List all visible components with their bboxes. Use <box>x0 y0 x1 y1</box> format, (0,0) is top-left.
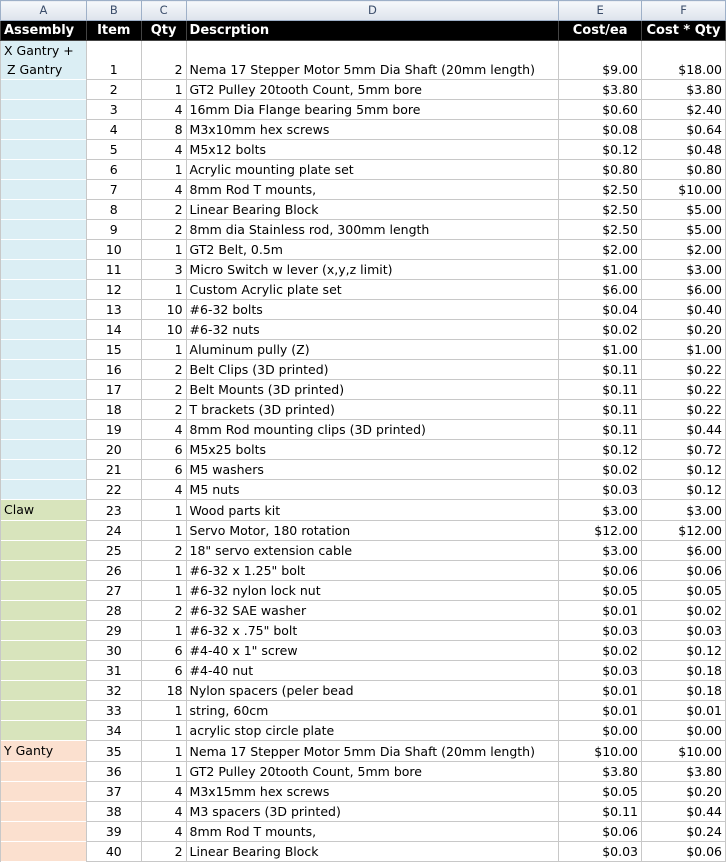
cost-each-cell[interactable]: $3.00 <box>559 541 642 561</box>
item-cell[interactable]: 6 <box>86 160 141 180</box>
column-header-a[interactable]: A <box>1 1 87 21</box>
assembly-cell[interactable] <box>1 842 87 862</box>
qty-cell[interactable]: 2 <box>141 41 186 80</box>
cost-total-cell[interactable]: $3.80 <box>642 762 726 782</box>
cost-each-cell[interactable]: $2.50 <box>559 200 642 220</box>
assembly-cell[interactable] <box>1 621 87 641</box>
assembly-cell[interactable] <box>1 641 87 661</box>
description-cell[interactable]: 8mm Rod T mounts, <box>186 822 559 842</box>
description-cell[interactable]: #6-32 x 1.25" bolt <box>186 561 559 581</box>
cost-total-cell[interactable]: $6.00 <box>642 541 726 561</box>
qty-cell[interactable]: 2 <box>141 380 186 400</box>
cost-each-cell[interactable]: $0.12 <box>559 140 642 160</box>
description-cell[interactable]: Belt Mounts (3D printed) <box>186 380 559 400</box>
description-cell[interactable]: 8mm dia Stainless rod, 300mm length <box>186 220 559 240</box>
qty-cell[interactable]: 1 <box>141 521 186 541</box>
qty-cell[interactable]: 1 <box>141 160 186 180</box>
cost-each-cell[interactable]: $9.00 <box>559 41 642 80</box>
header-qty[interactable]: Qty <box>141 21 186 41</box>
item-cell[interactable]: 10 <box>86 240 141 260</box>
assembly-cell[interactable] <box>1 180 87 200</box>
item-cell[interactable]: 20 <box>86 440 141 460</box>
table-row <box>1 480 726 500</box>
description-cell[interactable]: #6-32 bolts <box>186 300 559 320</box>
qty-cell[interactable]: 2 <box>141 220 186 240</box>
cost-total-cell[interactable]: $3.00 <box>642 260 726 280</box>
table-row <box>1 100 726 120</box>
qty-cell[interactable]: 6 <box>141 460 186 480</box>
description-cell[interactable]: 8mm Rod T mounts, <box>186 180 559 200</box>
assembly-cell[interactable] <box>1 741 87 762</box>
cost-total-cell[interactable]: $0.00 <box>642 721 726 741</box>
qty-cell[interactable]: 4 <box>141 140 186 160</box>
item-cell[interactable]: 39 <box>86 822 141 842</box>
cost-total-cell[interactable]: $5.00 <box>642 200 726 220</box>
qty-cell[interactable]: 4 <box>141 480 186 500</box>
description-cell[interactable]: #6-32 x .75" bolt <box>186 621 559 641</box>
cost-each-cell[interactable]: $1.00 <box>559 340 642 360</box>
cost-each-cell[interactable]: $0.08 <box>559 120 642 140</box>
description-cell[interactable]: 16mm Dia Flange bearing 5mm bore <box>186 100 559 120</box>
qty-cell[interactable]: 10 <box>141 300 186 320</box>
table-row <box>1 440 726 460</box>
cost-total-cell[interactable]: $0.22 <box>642 380 726 400</box>
cost-total-cell[interactable]: $0.24 <box>642 822 726 842</box>
column-header-c[interactable]: C <box>141 1 186 21</box>
assembly-cell[interactable] <box>1 160 87 180</box>
item-cell[interactable]: 7 <box>86 180 141 200</box>
table-row <box>1 160 726 180</box>
item-cell[interactable]: 26 <box>86 561 141 581</box>
assembly-cell[interactable] <box>1 480 87 500</box>
item-cell[interactable]: 1 <box>86 41 141 80</box>
cost-each-cell[interactable]: $0.11 <box>559 802 642 822</box>
item-cell[interactable]: 32 <box>86 681 141 701</box>
assembly-cell[interactable] <box>1 140 87 160</box>
cost-each-cell[interactable]: $0.03 <box>559 621 642 641</box>
table-row <box>1 741 726 762</box>
description-cell[interactable]: 18" servo extension cable <box>186 541 559 561</box>
assembly-cell[interactable] <box>1 220 87 240</box>
table-row <box>1 41 726 80</box>
cost-each-cell[interactable]: $0.03 <box>559 842 642 862</box>
description-cell[interactable]: Acrylic mounting plate set <box>186 160 559 180</box>
cost-each-cell[interactable]: $3.80 <box>559 762 642 782</box>
cost-each-cell[interactable]: $2.00 <box>559 240 642 260</box>
item-cell[interactable]: 12 <box>86 280 141 300</box>
table-row <box>1 320 726 340</box>
cost-total-cell[interactable]: $0.12 <box>642 641 726 661</box>
qty-cell[interactable]: 2 <box>141 601 186 621</box>
table-row <box>1 500 726 521</box>
assembly-cell[interactable] <box>1 240 87 260</box>
item-cell[interactable]: 35 <box>86 741 141 762</box>
cost-each-cell[interactable]: $10.00 <box>559 741 642 762</box>
assembly-cell[interactable] <box>1 661 87 681</box>
cost-each-cell[interactable]: $0.03 <box>559 661 642 681</box>
cost-each-cell[interactable]: $0.11 <box>559 400 642 420</box>
header-cost-each[interactable]: Cost/ea <box>559 21 642 41</box>
assembly-cell[interactable] <box>1 80 87 100</box>
cost-total-cell[interactable]: $0.06 <box>642 561 726 581</box>
qty-cell[interactable]: 2 <box>141 200 186 220</box>
cost-total-cell[interactable]: $0.18 <box>642 661 726 681</box>
cost-each-cell[interactable]: $0.11 <box>559 380 642 400</box>
qty-cell[interactable]: 6 <box>141 661 186 681</box>
description-cell[interactable]: Nema 17 Stepper Motor 5mm Dia Shaft (20mm length) <box>186 41 559 80</box>
assembly-cell[interactable] <box>1 802 87 822</box>
cost-each-cell[interactable]: $0.11 <box>559 360 642 380</box>
item-cell[interactable]: 18 <box>86 400 141 420</box>
qty-cell[interactable]: 1 <box>141 500 186 521</box>
qty-cell[interactable]: 3 <box>141 260 186 280</box>
table-row <box>1 120 726 140</box>
item-cell[interactable]: 11 <box>86 260 141 280</box>
description-cell[interactable]: GT2 Pulley 20tooth Count, 5mm bore <box>186 762 559 782</box>
qty-cell[interactable]: 6 <box>141 641 186 661</box>
item-cell[interactable]: 34 <box>86 721 141 741</box>
cost-each-cell[interactable]: $1.00 <box>559 260 642 280</box>
item-cell[interactable]: 27 <box>86 581 141 601</box>
table-row <box>1 641 726 661</box>
table-row <box>1 180 726 200</box>
assembly-cell[interactable] <box>1 440 87 460</box>
column-header-d[interactable]: D <box>186 1 559 21</box>
header-assembly[interactable]: Assembly <box>1 21 87 41</box>
item-cell[interactable]: 28 <box>86 601 141 621</box>
qty-cell[interactable]: 4 <box>141 100 186 120</box>
cost-total-cell[interactable]: $0.44 <box>642 802 726 822</box>
description-cell[interactable]: 8mm Rod mounting clips (3D printed) <box>186 420 559 440</box>
item-cell[interactable]: 36 <box>86 762 141 782</box>
description-cell[interactable]: GT2 Pulley 20tooth Count, 5mm bore <box>186 80 559 100</box>
table-row <box>1 701 726 721</box>
table-row <box>1 280 726 300</box>
item-cell[interactable]: 17 <box>86 380 141 400</box>
description-cell[interactable]: M3x15mm hex screws <box>186 782 559 802</box>
table-row <box>1 300 726 320</box>
assembly-name: X Gantry + <box>4 43 74 58</box>
table-row <box>1 460 726 480</box>
cost-each-cell[interactable]: $0.01 <box>559 701 642 721</box>
table-row <box>1 400 726 420</box>
cost-total-cell[interactable]: $0.48 <box>642 140 726 160</box>
item-cell[interactable]: 3 <box>86 100 141 120</box>
assembly-cell[interactable] <box>1 762 87 782</box>
cost-total-cell[interactable]: $0.22 <box>642 360 726 380</box>
item-cell[interactable]: 31 <box>86 661 141 681</box>
assembly-cell[interactable] <box>1 822 87 842</box>
item-cell[interactable]: 2 <box>86 80 141 100</box>
cost-total-cell[interactable]: $10.00 <box>642 741 726 762</box>
item-cell[interactable]: 21 <box>86 460 141 480</box>
qty-cell[interactable]: 1 <box>141 80 186 100</box>
cost-each-cell[interactable]: $0.11 <box>559 420 642 440</box>
item-cell[interactable]: 22 <box>86 480 141 500</box>
item-cell[interactable]: 15 <box>86 340 141 360</box>
cost-total-cell[interactable]: $0.64 <box>642 120 726 140</box>
qty-cell[interactable]: 6 <box>141 440 186 460</box>
table-row <box>1 380 726 400</box>
item-cell[interactable]: 40 <box>86 842 141 862</box>
cost-total-cell[interactable]: $0.80 <box>642 160 726 180</box>
table-row <box>1 340 726 360</box>
cost-total-cell[interactable]: $5.00 <box>642 220 726 240</box>
item-cell[interactable]: 16 <box>86 360 141 380</box>
cost-total-cell[interactable]: $0.01 <box>642 701 726 721</box>
cost-total-cell[interactable]: $18.00 <box>642 41 726 80</box>
assembly-cell[interactable] <box>1 300 87 320</box>
cost-each-cell[interactable]: $0.04 <box>559 300 642 320</box>
qty-cell[interactable]: 4 <box>141 420 186 440</box>
cost-total-cell[interactable]: $10.00 <box>642 180 726 200</box>
item-cell[interactable]: 25 <box>86 541 141 561</box>
table-row <box>1 140 726 160</box>
cost-each-cell[interactable]: $0.80 <box>559 160 642 180</box>
qty-cell[interactable]: 8 <box>141 120 186 140</box>
item-cell[interactable]: 4 <box>86 120 141 140</box>
table-row <box>1 681 726 701</box>
item-cell[interactable]: 38 <box>86 802 141 822</box>
item-cell[interactable]: 13 <box>86 300 141 320</box>
table-row <box>1 661 726 681</box>
item-cell[interactable]: 29 <box>86 621 141 641</box>
item-cell[interactable]: 9 <box>86 220 141 240</box>
cost-total-cell[interactable]: $0.20 <box>642 782 726 802</box>
assembly-cell[interactable] <box>1 500 87 521</box>
assembly-cell[interactable] <box>1 561 87 581</box>
description-cell[interactable]: Nylon spacers (peler bead <box>186 681 559 701</box>
description-cell[interactable]: Linear Bearing Block <box>186 200 559 220</box>
assembly-name: Y Ganty <box>4 743 54 758</box>
cost-each-cell[interactable]: $0.12 <box>559 440 642 460</box>
description-cell[interactable]: M5x12 bolts <box>186 140 559 160</box>
cost-each-cell[interactable]: $0.05 <box>559 581 642 601</box>
cost-each-cell[interactable]: $0.02 <box>559 320 642 340</box>
assembly-cell[interactable] <box>1 601 87 621</box>
description-cell[interactable]: Belt Clips (3D printed) <box>186 360 559 380</box>
description-cell[interactable]: #6-32 nylon lock nut <box>186 581 559 601</box>
table-row <box>1 360 726 380</box>
qty-cell[interactable]: 4 <box>141 802 186 822</box>
description-cell[interactable]: M5x25 bolts <box>186 440 559 460</box>
item-cell[interactable]: 30 <box>86 641 141 661</box>
cost-each-cell[interactable]: $2.50 <box>559 180 642 200</box>
table-row <box>1 762 726 782</box>
cost-total-cell[interactable]: $1.00 <box>642 340 726 360</box>
assembly-cell[interactable] <box>1 360 87 380</box>
qty-cell[interactable]: 1 <box>141 581 186 601</box>
table-row <box>1 822 726 842</box>
table-row <box>1 721 726 741</box>
item-cell[interactable]: 37 <box>86 782 141 802</box>
description-cell[interactable]: T brackets (3D printed) <box>186 400 559 420</box>
cost-total-cell[interactable]: $0.44 <box>642 420 726 440</box>
assembly-cell[interactable] <box>1 200 87 220</box>
column-header-e[interactable]: E <box>559 1 642 21</box>
cost-each-cell[interactable]: $0.01 <box>559 601 642 621</box>
assembly-cell[interactable] <box>1 280 87 300</box>
header-cost-total[interactable]: Cost * Qty <box>642 21 726 41</box>
qty-cell[interactable]: 1 <box>141 741 186 762</box>
table-row <box>1 80 726 100</box>
cost-total-cell[interactable]: $3.00 <box>642 500 726 521</box>
assembly-cell[interactable] <box>1 320 87 340</box>
qty-cell[interactable]: 1 <box>141 340 186 360</box>
item-cell[interactable]: 33 <box>86 701 141 721</box>
qty-cell[interactable]: 1 <box>141 280 186 300</box>
table-row <box>1 521 726 541</box>
cost-total-cell[interactable]: $12.00 <box>642 521 726 541</box>
qty-cell[interactable]: 1 <box>141 701 186 721</box>
qty-cell[interactable]: 18 <box>141 681 186 701</box>
table-row <box>1 621 726 641</box>
qty-cell[interactable]: 4 <box>141 822 186 842</box>
qty-cell[interactable]: 2 <box>141 842 186 862</box>
qty-cell[interactable]: 10 <box>141 320 186 340</box>
description-cell[interactable]: #4-40 x 1" screw <box>186 641 559 661</box>
qty-cell[interactable]: 2 <box>141 360 186 380</box>
description-cell[interactable]: GT2 Belt, 0.5m <box>186 240 559 260</box>
description-cell[interactable]: M3x10mm hex screws <box>186 120 559 140</box>
assembly-cell[interactable] <box>1 420 87 440</box>
cost-each-cell[interactable]: $3.80 <box>559 80 642 100</box>
item-cell[interactable]: 19 <box>86 420 141 440</box>
assembly-cell[interactable] <box>1 400 87 420</box>
item-cell[interactable]: 23 <box>86 500 141 521</box>
item-cell[interactable]: 14 <box>86 320 141 340</box>
header-row <box>1 21 726 41</box>
description-cell[interactable]: Linear Bearing Block <box>186 842 559 862</box>
description-cell[interactable]: Wood parts kit <box>186 500 559 521</box>
description-cell[interactable]: #6-32 SAE washer <box>186 601 559 621</box>
qty-cell[interactable]: 4 <box>141 180 186 200</box>
assembly-name-line2: Z Gantry <box>7 62 63 77</box>
table-row <box>1 541 726 561</box>
cost-total-cell[interactable]: $0.02 <box>642 601 726 621</box>
table-row <box>1 581 726 601</box>
table-row <box>1 220 726 240</box>
description-cell[interactable]: Custom Acrylic plate set <box>186 280 559 300</box>
table-row <box>1 782 726 802</box>
cost-each-cell[interactable]: $0.60 <box>559 100 642 120</box>
table-row <box>1 240 726 260</box>
cost-each-cell[interactable]: $0.00 <box>559 721 642 741</box>
header-item[interactable]: Item <box>86 21 141 41</box>
description-cell[interactable]: string, 60cm <box>186 701 559 721</box>
column-letter-row <box>1 1 726 21</box>
assembly-cell[interactable] <box>1 581 87 601</box>
cost-total-cell[interactable]: $0.40 <box>642 300 726 320</box>
assembly-cell[interactable] <box>1 721 87 741</box>
description-cell[interactable]: Nema 17 Stepper Motor 5mm Dia Shaft (20mm length) <box>186 741 559 762</box>
table-row <box>1 260 726 280</box>
assembly-cell[interactable] <box>1 260 87 280</box>
description-cell[interactable]: M5 washers <box>186 460 559 480</box>
description-cell[interactable]: acrylic stop circle plate <box>186 721 559 741</box>
qty-cell[interactable]: 1 <box>141 762 186 782</box>
table-row <box>1 842 726 862</box>
item-cell[interactable]: 5 <box>86 140 141 160</box>
description-cell[interactable]: #4-40 nut <box>186 661 559 681</box>
cost-total-cell[interactable]: $0.03 <box>642 621 726 641</box>
cost-total-cell[interactable]: $2.00 <box>642 240 726 260</box>
qty-cell[interactable]: 4 <box>141 782 186 802</box>
qty-cell[interactable]: 1 <box>141 561 186 581</box>
cost-each-cell[interactable]: $0.06 <box>559 822 642 842</box>
table-row <box>1 200 726 220</box>
column-header-f[interactable]: F <box>642 1 726 21</box>
qty-cell[interactable]: 1 <box>141 721 186 741</box>
cost-total-cell[interactable]: $0.18 <box>642 681 726 701</box>
description-cell[interactable]: Servo Motor, 180 rotation <box>186 521 559 541</box>
item-cell[interactable]: 8 <box>86 200 141 220</box>
cost-each-cell[interactable]: $0.06 <box>559 561 642 581</box>
cost-total-cell[interactable]: $0.06 <box>642 842 726 862</box>
column-header-b[interactable]: B <box>86 1 141 21</box>
cost-total-cell[interactable]: $0.22 <box>642 400 726 420</box>
assembly-cell[interactable] <box>1 460 87 480</box>
qty-cell[interactable]: 2 <box>141 400 186 420</box>
assembly-cell[interactable] <box>1 120 87 140</box>
description-cell[interactable]: M5 nuts <box>186 480 559 500</box>
assembly-cell[interactable] <box>1 521 87 541</box>
cost-each-cell[interactable]: $0.01 <box>559 681 642 701</box>
cost-total-cell[interactable]: $3.80 <box>642 80 726 100</box>
assembly-cell[interactable] <box>1 782 87 802</box>
description-cell[interactable]: Aluminum pully (Z) <box>186 340 559 360</box>
cost-total-cell[interactable]: $0.12 <box>642 480 726 500</box>
qty-cell[interactable]: 1 <box>141 621 186 641</box>
assembly-cell[interactable] <box>1 41 87 80</box>
qty-cell[interactable]: 2 <box>141 541 186 561</box>
cost-each-cell[interactable]: $0.02 <box>559 641 642 661</box>
qty-cell[interactable]: 1 <box>141 240 186 260</box>
header-description[interactable]: Descrption <box>186 21 559 41</box>
cost-each-cell[interactable]: $3.00 <box>559 500 642 521</box>
table-row <box>1 601 726 621</box>
assembly-cell[interactable] <box>1 541 87 561</box>
assembly-cell[interactable] <box>1 380 87 400</box>
cost-each-cell[interactable]: $2.50 <box>559 220 642 240</box>
cost-total-cell[interactable]: $0.12 <box>642 460 726 480</box>
cost-each-cell[interactable]: $0.03 <box>559 480 642 500</box>
description-cell[interactable]: #6-32 nuts <box>186 320 559 340</box>
table-row <box>1 561 726 581</box>
assembly-cell[interactable] <box>1 100 87 120</box>
assembly-cell[interactable] <box>1 681 87 701</box>
assembly-cell[interactable] <box>1 340 87 360</box>
cost-each-cell[interactable]: $0.02 <box>559 460 642 480</box>
cost-total-cell[interactable]: $0.20 <box>642 320 726 340</box>
cost-each-cell[interactable]: $12.00 <box>559 521 642 541</box>
table-row <box>1 802 726 822</box>
cost-total-cell[interactable]: $6.00 <box>642 280 726 300</box>
table-row <box>1 420 726 440</box>
cost-each-cell[interactable]: $6.00 <box>559 280 642 300</box>
assembly-name: Claw <box>4 502 35 517</box>
assembly-cell[interactable] <box>1 701 87 721</box>
cost-each-cell[interactable]: $0.05 <box>559 782 642 802</box>
description-cell[interactable]: Micro Switch w lever (x,y,z limit) <box>186 260 559 280</box>
cost-total-cell[interactable]: $2.40 <box>642 100 726 120</box>
description-cell[interactable]: M3 spacers (3D printed) <box>186 802 559 822</box>
cost-total-cell[interactable]: $0.72 <box>642 440 726 460</box>
item-cell[interactable]: 24 <box>86 521 141 541</box>
cost-total-cell[interactable]: $0.05 <box>642 581 726 601</box>
